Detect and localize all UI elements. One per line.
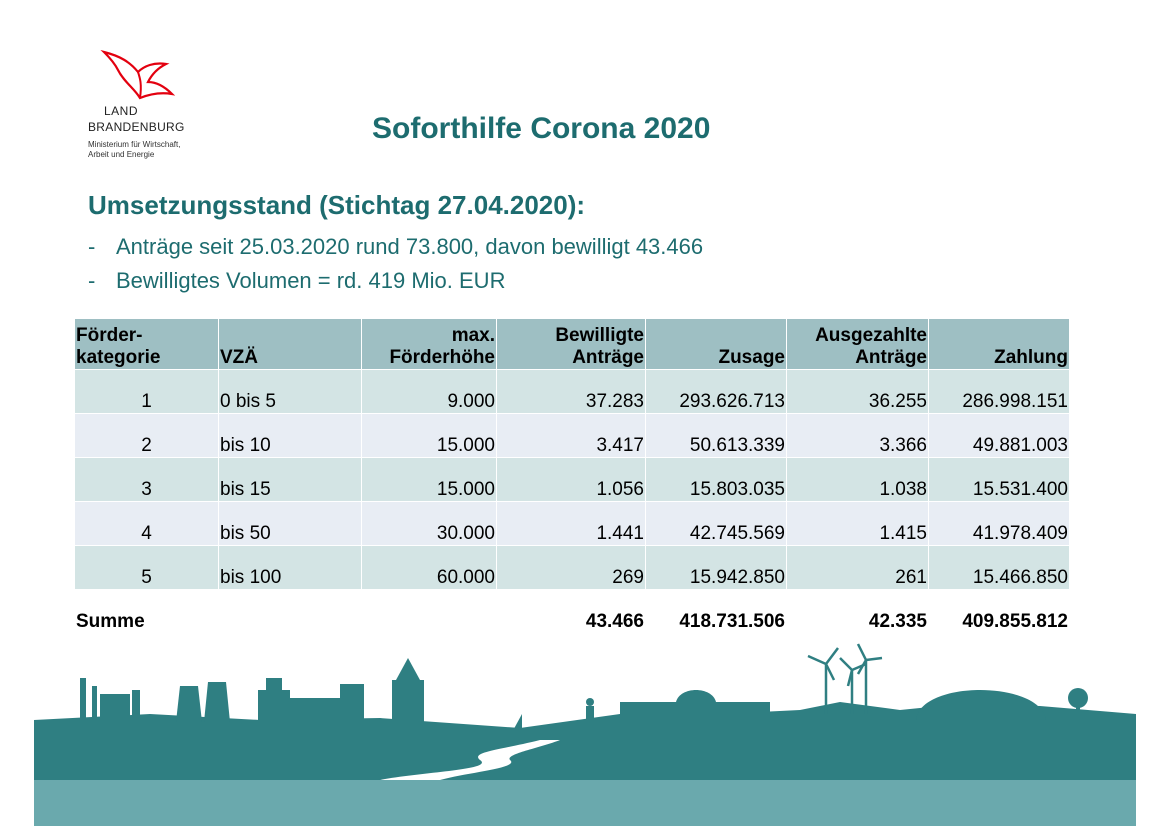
- logo-brandenburg-text: BRANDENBURG: [88, 120, 185, 134]
- factory-icon: [80, 678, 140, 720]
- cell-sum-zusage: 418.731.506: [646, 590, 787, 634]
- cooling-tower-icon: [176, 682, 230, 722]
- table-row: [75, 370, 1070, 414]
- logo-ministry-line1: Ministerium für Wirtschaft,: [88, 140, 181, 149]
- cell-vzae: bis 50: [219, 502, 362, 546]
- cell-max: 30.000: [362, 502, 497, 546]
- table-row: [75, 458, 1070, 502]
- bullet-text: Bewilligtes Volumen = rd. 419 Mio. EUR: [116, 268, 506, 293]
- cell-bewilligt: 269: [497, 546, 646, 590]
- water-band: [34, 780, 1136, 826]
- logo-ministry-text: [88, 140, 218, 160]
- cell-bewilligt: 37.283: [497, 370, 646, 414]
- cell-max: 15.000: [362, 414, 497, 458]
- palace-icon: [620, 690, 770, 724]
- castle-icon: [258, 678, 364, 722]
- section-subtitle: Umsetzungsstand (Stichtag 27.04.2020):: [88, 190, 586, 220]
- cell-vzae: bis 10: [219, 414, 362, 458]
- cell-bewilligt: 3.417: [497, 414, 646, 458]
- cell-zahlung: 49.881.003: [929, 414, 1070, 458]
- cell-bewilligt: 1.056: [497, 458, 646, 502]
- cell-sum-ausgezahlt: 42.335: [787, 590, 929, 634]
- cell-zahlung: 286.998.151: [929, 370, 1070, 414]
- table-row: [75, 414, 1070, 458]
- cell-max: 60.000: [362, 546, 497, 590]
- cell-vzae: bis 15: [219, 458, 362, 502]
- header-vzae: VZÄ: [219, 319, 362, 370]
- cell-zahlung: 41.978.409: [929, 502, 1070, 546]
- cell-ausgezahlt: 261: [787, 546, 929, 590]
- bullet-list: [88, 234, 703, 302]
- logo-land-text: LAND: [104, 104, 139, 118]
- cell-sum-bewilligt: 43.466: [497, 590, 646, 634]
- cell-vzae: bis 100: [219, 546, 362, 590]
- table-row: [75, 502, 1070, 546]
- cell-kategorie: 2: [75, 414, 219, 458]
- brandenburg-skyline-illustration: [0, 640, 1169, 826]
- table-row: [75, 546, 1070, 590]
- eagle-icon: [100, 48, 190, 108]
- cell-zusage: 15.803.035: [646, 458, 787, 502]
- cell-vzae: 0 bis 5: [219, 370, 362, 414]
- logo-ministry-line2: Arbeit und Energie: [88, 150, 155, 159]
- cell-zahlung: 15.466.850: [929, 546, 1070, 590]
- cell-ausgezahlt: 3.366: [787, 414, 929, 458]
- table-sum-row: [75, 590, 1070, 634]
- cell-sum-vzae: [219, 590, 362, 634]
- header-foerderkategorie: Förder- kategorie: [75, 319, 219, 370]
- cell-ausgezahlt: 1.038: [787, 458, 929, 502]
- cell-kategorie: 1: [75, 370, 219, 414]
- cell-kategorie: 4: [75, 502, 219, 546]
- bullet-dash: -: [88, 234, 96, 259]
- table-header-row: [75, 319, 1070, 370]
- sailboat-icon: [508, 714, 530, 740]
- header-max-foerderhoehe: max. Förderhöhe: [362, 319, 497, 370]
- cell-ausgezahlt: 1.415: [787, 502, 929, 546]
- cell-sum-label: Summe: [75, 590, 219, 634]
- cell-zusage: 15.942.850: [646, 546, 787, 590]
- cell-ausgezahlt: 36.255: [787, 370, 929, 414]
- dome-icon: [916, 690, 1046, 720]
- hiker-icon: [586, 698, 594, 724]
- cell-zusage: 293.626.713: [646, 370, 787, 414]
- cell-sum-zahlung: 409.855.812: [929, 590, 1070, 634]
- cell-zahlung: 15.531.400: [929, 458, 1070, 502]
- cell-kategorie: 3: [75, 458, 219, 502]
- cell-zusage: 42.745.569: [646, 502, 787, 546]
- header-ausgezahlte-antraege: Ausgezahlte Anträge: [787, 319, 929, 370]
- brandenburg-logo: [86, 48, 216, 168]
- header-zahlung: Zahlung: [929, 319, 1070, 370]
- header-zusage: Zusage: [646, 319, 787, 370]
- cell-max: 9.000: [362, 370, 497, 414]
- bullet-item: [88, 234, 703, 268]
- page-title: Soforthilfe Corona 2020: [372, 112, 711, 145]
- cell-bewilligt: 1.441: [497, 502, 646, 546]
- header-bewilligte-antraege: Bewilligte Anträge: [497, 319, 646, 370]
- cell-max: 15.000: [362, 458, 497, 502]
- cell-sum-max: [362, 590, 497, 634]
- bullet-text: Anträge seit 25.03.2020 rund 73.800, davon bewilligt 43.466: [116, 234, 704, 259]
- church-tower-icon: [392, 658, 424, 722]
- bullet-dash: -: [88, 268, 96, 293]
- cell-kategorie: 5: [75, 546, 219, 590]
- cell-zusage: 50.613.339: [646, 414, 787, 458]
- funding-table: [74, 318, 1070, 634]
- bullet-item: [88, 268, 703, 302]
